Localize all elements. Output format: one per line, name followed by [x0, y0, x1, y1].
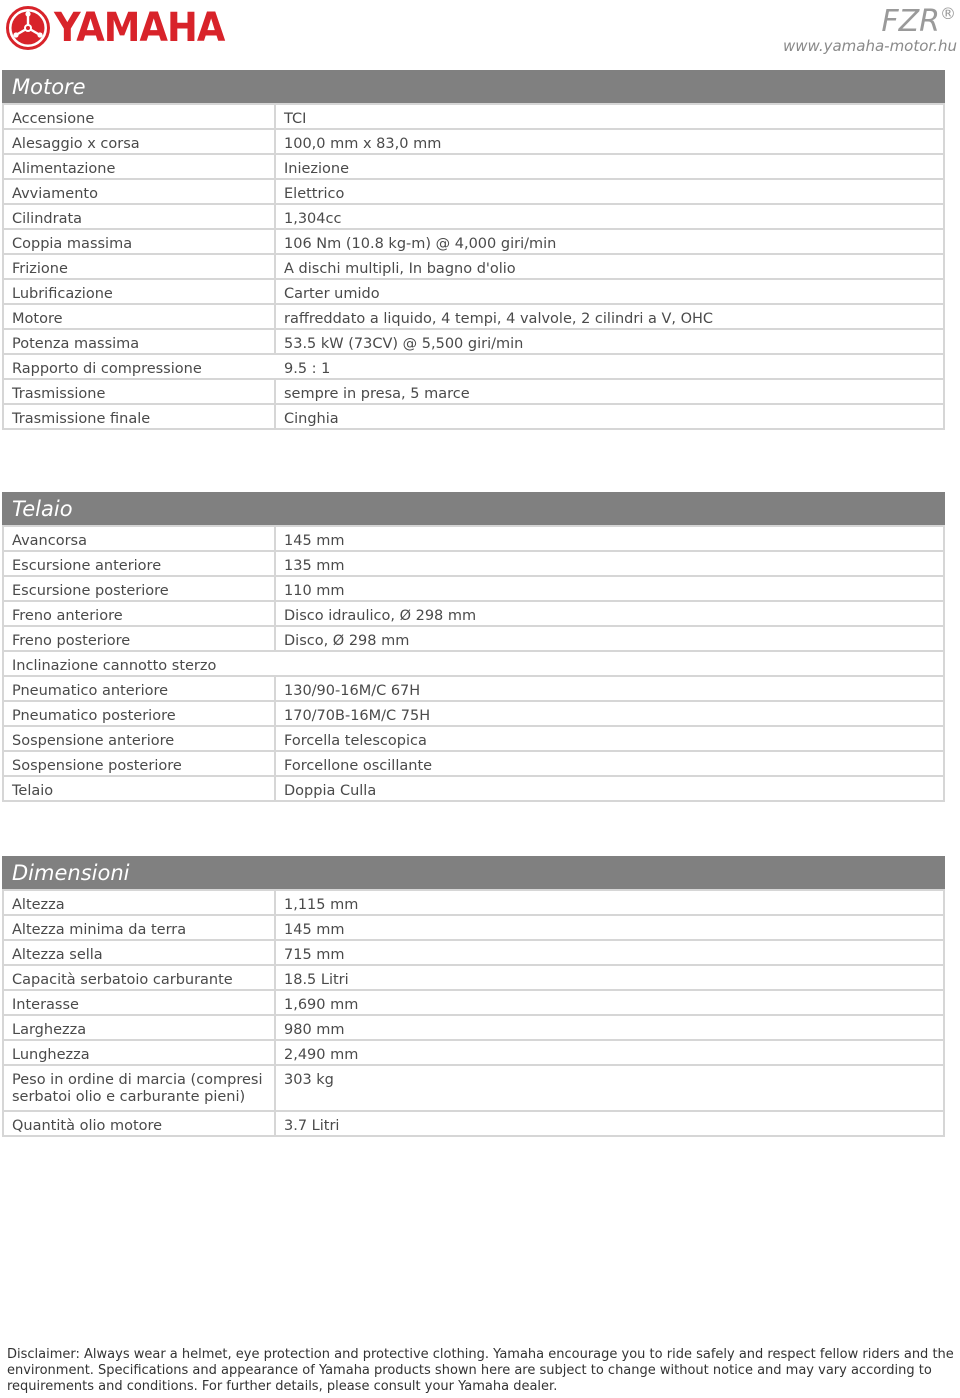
spec-label: Motore: [3, 304, 275, 329]
spec-value: Disco idraulico, Ø 298 mm: [275, 601, 944, 626]
table-row: [3, 179, 944, 204]
spec-value: 100,0 mm x 83,0 mm: [275, 129, 944, 154]
section-title: Telaio: [2, 492, 945, 525]
table-row: [3, 940, 944, 965]
table-row: [3, 404, 944, 429]
table-row: [3, 1065, 944, 1111]
table-row: [3, 1015, 944, 1040]
table-row: [3, 551, 944, 576]
table-row: [3, 104, 944, 129]
table-row: [3, 526, 944, 551]
table-row: [3, 776, 944, 801]
table-row: [3, 279, 944, 304]
spec-value: TCI: [275, 104, 944, 129]
spec-label: Altezza minima da terra: [3, 915, 275, 940]
table-row: [3, 254, 944, 279]
registered-mark: ®: [940, 4, 956, 23]
spec-label: Altezza sella: [3, 940, 275, 965]
spec-label: Frizione: [3, 254, 275, 279]
spec-label: Escursione posteriore: [3, 576, 275, 601]
table-row: [3, 601, 944, 626]
spec-value: sempre in presa, 5 marce: [275, 379, 944, 404]
spec-value: 170/70B-16M/C 75H: [275, 701, 944, 726]
spec-label: Larghezza: [3, 1015, 275, 1040]
spec-value: Iniezione: [275, 154, 944, 179]
spec-value: Doppia Culla: [275, 776, 944, 801]
spec-label: Escursione anteriore: [3, 551, 275, 576]
model-label: FZR: [881, 4, 940, 39]
spec-label: Avviamento: [3, 179, 275, 204]
section-telaio: [2, 492, 945, 802]
spec-value: Elettrico: [275, 179, 944, 204]
spec-value: Disco, Ø 298 mm: [275, 626, 944, 651]
brand-wordmark: YAMAHA: [54, 5, 225, 51]
table-row: [3, 304, 944, 329]
spec-label: Capacità serbatoio carburante: [3, 965, 275, 990]
table-row: [3, 626, 944, 651]
spec-value: Cinghia: [275, 404, 944, 429]
spec-label: Potenza massima: [3, 329, 275, 354]
spec-label: Lubrificazione: [3, 279, 275, 304]
spec-value: 980 mm: [275, 1015, 944, 1040]
spec-label: Peso in ordine di marcia (compresi serbatoi olio e carburante pieni): [3, 1065, 275, 1111]
spec-label: Avancorsa: [3, 526, 275, 551]
spec-label: Quantità olio motore: [3, 1111, 275, 1136]
spec-label: Sospensione anteriore: [3, 726, 275, 751]
table-row: [3, 751, 944, 776]
spec-label: Cilindrata: [3, 204, 275, 229]
spec-value: Forcellone oscillante: [275, 751, 944, 776]
spec-value: 106 Nm (10.8 kg-m) @ 4,000 giri/min: [275, 229, 944, 254]
table-row: [3, 1040, 944, 1065]
page-header: [0, 0, 960, 62]
spec-label: Coppia massima: [3, 229, 275, 254]
spec-value: Carter umido: [275, 279, 944, 304]
spec-value: 145 mm: [275, 526, 944, 551]
spec-value: 145 mm: [275, 915, 944, 940]
spec-label: Telaio: [3, 776, 275, 801]
spec-table: [2, 103, 945, 430]
table-row: [3, 129, 944, 154]
spec-value: 3.7 Litri: [275, 1111, 944, 1136]
spec-value: 9.5 : 1: [275, 354, 944, 379]
table-row: [3, 576, 944, 601]
table-row: [3, 890, 944, 915]
table-row: [3, 154, 944, 179]
spec-table: [2, 889, 945, 1137]
spec-label: Altezza: [3, 890, 275, 915]
table-row: [3, 204, 944, 229]
table-row: [3, 229, 944, 254]
table-row: [3, 1111, 944, 1136]
spec-value: 1,115 mm: [275, 890, 944, 915]
spec-label: Lunghezza: [3, 1040, 275, 1065]
spec-label: Freno anteriore: [3, 601, 275, 626]
spec-label: Pneumatico anteriore: [3, 676, 275, 701]
spec-label: Sospensione posteriore: [3, 751, 275, 776]
spec-value: 1,304cc: [275, 204, 944, 229]
section-title: Motore: [2, 70, 945, 103]
spec-value: 135 mm: [275, 551, 944, 576]
table-row: [3, 726, 944, 751]
disclaimer-text: Disclaimer: Always wear a helmet, eye protection and protective clothing. Yamaha encourage you to ride safely and respect fellow riders and the environment. Specifications and appearance of Yamaha products shown here are subject to change without notice and may vary according to requirements and conditions. For further details, please consult your Yamaha dealer.: [7, 1347, 954, 1394]
spec-value: 18.5 Litri: [275, 965, 944, 990]
spec-label: Inclinazione cannotto sterzo: [3, 651, 275, 676]
spec-label: Interasse: [3, 990, 275, 1015]
table-row: [3, 701, 944, 726]
table-row: [3, 990, 944, 1015]
model-name: [881, 0, 956, 40]
table-row: [3, 379, 944, 404]
section-motore: [2, 70, 945, 430]
website-url: www.yamaha-motor.hu: [782, 37, 957, 55]
spec-value: 130/90-16M/C 67H: [275, 676, 944, 701]
spec-label: Trasmissione: [3, 379, 275, 404]
table-row: [3, 354, 944, 379]
spec-label: Rapporto di compressione: [3, 354, 275, 379]
spec-label: Alimentazione: [3, 154, 275, 179]
spec-label: Trasmissione finale: [3, 404, 275, 429]
spec-value: 53.5 kW (73CV) @ 5,500 giri/min: [275, 329, 944, 354]
spec-value: 1,690 mm: [275, 990, 944, 1015]
spec-value: 110 mm: [275, 576, 944, 601]
table-row: [3, 676, 944, 701]
section-title: Dimensioni: [2, 856, 945, 889]
yamaha-logo: [6, 6, 239, 50]
spec-value: 715 mm: [275, 940, 944, 965]
spec-value: raffreddato a liquido, 4 tempi, 4 valvole, 2 cilindri a V, OHC: [275, 304, 944, 329]
spec-label: Pneumatico posteriore: [3, 701, 275, 726]
spec-value: [275, 651, 944, 676]
table-row: [3, 651, 944, 676]
spec-value: 303 kg: [275, 1065, 944, 1111]
table-row: [3, 965, 944, 990]
spec-label: Alesaggio x corsa: [3, 129, 275, 154]
spec-value: A dischi multipli, In bagno d'olio: [275, 254, 944, 279]
section-dimensioni: [2, 856, 945, 1137]
tuning-fork-emblem-icon: [6, 6, 50, 50]
table-row: [3, 915, 944, 940]
spec-value: 2,490 mm: [275, 1040, 944, 1065]
spec-label: Accensione: [3, 104, 275, 129]
spec-table: [2, 525, 945, 802]
table-row: [3, 329, 944, 354]
spec-value: Forcella telescopica: [275, 726, 944, 751]
spec-label: Freno posteriore: [3, 626, 275, 651]
